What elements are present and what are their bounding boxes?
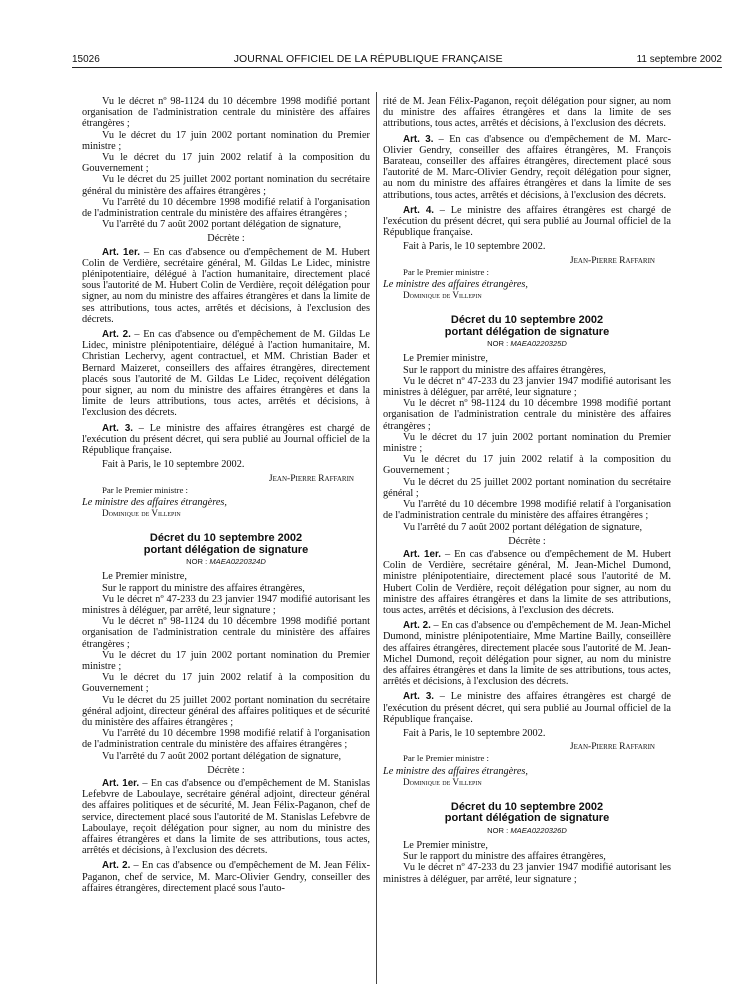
article-text: – En cas d'absence ou d'empêchement de M. Hubert Colin de Verdière, secrétaire général, M. Gildas Le Lidec, ministre plénipotentiaire, délégué à l'action humanitaire, directement placé sous l'autorité de M. Hubert Colin de Verdière, reçoit délégation pour signer, au nom du ministre des affaires étrangères et dans la limite de ses attributions, tous actes, arrêtés et décisions, à l'exclusion des décrets. xyxy=(82,246,370,325)
minister-title: Le ministre des affaires étrangères, xyxy=(383,765,529,777)
visa: Vu le décret du 17 juin 2002 portant nomination du Premier ministre ; xyxy=(383,431,671,455)
decrete-label: Décrète : xyxy=(207,233,245,245)
visa: Vu l'arrêté du 10 décembre 1998 modifié relatif à l'organisation de l'administration centrale du ministère des affaires étrangères ; xyxy=(82,196,370,220)
article-text: – Le ministre des affaires étrangères est chargé de l'exécution du présent décret, qui sera publié au Journal officiel de la République française. xyxy=(383,691,671,725)
signature: Jean-Pierre Raffarin xyxy=(569,741,655,753)
visa: Vu le décret du 17 juin 2002 portant nomination du Premier ministre ; xyxy=(82,649,370,672)
article-label: Art. 2. xyxy=(102,329,131,341)
par-premier-ministre: Par le Premier ministre : xyxy=(403,753,489,764)
visa: Vu le décret nº 47-233 du 23 janvier 1947 modifié autorisant les ministres à déléguer, par arrêté, leur signature ; xyxy=(383,862,671,885)
decree-title: Décret du 10 septembre 2002 xyxy=(450,314,604,327)
minister-name: Dominique de Villepin xyxy=(102,508,181,519)
column-divider xyxy=(376,92,377,984)
article-label: Art. 3. xyxy=(403,691,434,703)
visa: Vu l'arrêté du 10 décembre 1998 modifié relatif à l'organisation de l'administration centrale du ministère des affaires étrangères ; xyxy=(82,728,370,751)
visa: Vu le décret du 25 juillet 2002 portant nomination du secrétaire général adjoint, directeur général des affaires politiques et de sécurité du ministère des affaires étrangères ; xyxy=(82,694,370,728)
article-label: Art. 1er. xyxy=(403,548,441,560)
article-label: Art. 4. xyxy=(403,204,434,216)
left-column xyxy=(82,96,370,894)
nor-reference: NOR : MAEA0220326D xyxy=(487,825,567,835)
visa: Vu le décret du 17 juin 2002 portant nomination du Premier ministre ; xyxy=(82,129,370,152)
visa: Sur le rapport du ministre des affaires étrangères, xyxy=(403,364,606,376)
minister-title: Le ministre des affaires étrangères, xyxy=(383,279,529,291)
visa: Vu le décret nº 98-1124 du 10 décembre 1998 modifié portant organisation de l'administration centrale du ministère des affaires étrangères ; xyxy=(383,398,671,432)
visa: Le Premier ministre, xyxy=(403,353,488,365)
article-text: – En cas d'absence ou d'empêchement de M. Marc-Olivier Gendry, conseiller des affaires étrangères, M. François Barateau, conseiller des affaires étrangères, directement placé sous l'autorité de M. Marc-Olivier Gendry, reçoit délégation pour signer, au nom du ministre des affaires étrangères et dans la limite de ses attributions, tous actes, arrêtés et décisions, à l'exclusion des décrets. xyxy=(383,133,671,201)
page-header xyxy=(72,52,722,66)
article xyxy=(82,329,370,419)
decrete-label: Décrète : xyxy=(508,535,546,547)
visa: Vu l'arrêté du 7 août 2002 portant délégation de signature, xyxy=(403,521,643,533)
decree-title: Décret du 10 septembre 2002 xyxy=(149,532,303,545)
article-text: – Le ministre des affaires étrangères est chargé de l'exécution du présent décret, qui sera publié au Journal officiel de la République française. xyxy=(383,204,671,239)
decree-heading xyxy=(383,802,671,836)
article xyxy=(383,549,671,616)
fait-a-paris: Fait à Paris, le 10 septembre 2002. xyxy=(403,241,546,253)
signature: Jean-Pierre Raffarin xyxy=(569,254,655,266)
minister-name: Dominique de Villepin xyxy=(403,290,482,301)
page-number: 15026 xyxy=(72,53,100,65)
visa: Vu l'arrêté du 10 décembre 1998 modifié relatif à l'organisation de l'administration centrale du ministère des affaires étrangères ; xyxy=(383,499,671,522)
par-premier-ministre: Par le Premier ministre : xyxy=(403,266,489,277)
header-rule xyxy=(72,67,722,68)
decree-subtitle: portant délégation de signature xyxy=(143,543,309,556)
visa: Vu l'arrêté du 7 août 2002 portant délégation de signature, xyxy=(102,219,342,231)
article-label: Art. 3. xyxy=(403,133,434,145)
par-premier-ministre: Par le Premier ministre : xyxy=(102,484,188,495)
continued-text: rité de M. Jean Félix-Paganon, reçoit délégation pour signer, au nom du ministre des affaires étrangères et dans la limite de ses attributions, tous actes, arrêtés et décisions, à l'exclusion des décrets. xyxy=(383,96,671,130)
article xyxy=(82,247,370,325)
decree-subtitle: portant délégation de signature xyxy=(444,325,610,338)
article-text: – En cas d'absence ou d'empêchement de M. Hubert Colin de Verdière, secrétaire général, M. Jean-Michel Dumond, ministre plénipotentiaire, directement placé sous l'autorité de M. Hubert Colin de Verdière, reçoit délégation pour signer, au nom du ministre des affaires étrangères et dans la limite de ses attributions, tous actes, arrêtés et décisions, à l'exclusion des décrets. xyxy=(383,548,671,616)
article-label: Art. 3. xyxy=(102,422,133,434)
visa: Vu le décret du 17 juin 2002 relatif à la composition du Gouvernement ; xyxy=(383,454,671,477)
visa: Le Premier ministre, xyxy=(403,839,488,851)
article-label: Art. 2. xyxy=(102,860,131,872)
issue-date: 11 septembre 2002 xyxy=(636,53,722,65)
article xyxy=(383,691,671,725)
article xyxy=(383,134,671,201)
decree-heading xyxy=(383,315,671,349)
article xyxy=(82,860,370,894)
right-column xyxy=(383,96,671,885)
decrete-label: Décrète : xyxy=(207,764,245,776)
signature: Jean-Pierre Raffarin xyxy=(268,472,354,484)
visa: Sur le rapport du ministre des affaires étrangères, xyxy=(102,582,305,594)
article-text: – Le ministre des affaires étrangères est chargé de l'exécution du présent décret, qui sera publié au Journal officiel de la République française. xyxy=(82,422,370,457)
article xyxy=(383,205,671,239)
visa: Le Premier ministre, xyxy=(102,571,187,583)
article xyxy=(383,620,671,687)
fait-a-paris: Fait à Paris, le 10 septembre 2002. xyxy=(102,459,245,471)
decree-subtitle: portant délégation de signature xyxy=(444,812,610,825)
visa: Vu le décret nº 98-1124 du 10 décembre 1998 modifié portant organisation de l'administration centrale du ministère des affaires étrangères ; xyxy=(82,96,370,130)
minister-name: Dominique de Villepin xyxy=(403,776,482,787)
visa: Vu le décret du 25 juillet 2002 portant nomination du secrétaire général du ministère des affaires étrangères ; xyxy=(82,174,370,197)
visa: Vu le décret nº 47-233 du 23 janvier 1947 modifié autorisant les ministres à déléguer, par arrêté, leur signature ; xyxy=(383,375,671,399)
article-text: – En cas d'absence ou d'empêchement de M. Jean Félix-Paganon, chef de service, M. Marc-Olivier Gendry, conseiller des affaires étrangères, directement placé sous l'auto- xyxy=(82,860,370,894)
decree-heading xyxy=(82,533,370,567)
visa: Vu le décret nº 47-233 du 23 janvier 1947 modifié autorisant les ministres à déléguer, par arrêté, leur signature ; xyxy=(82,593,370,616)
article-label: Art. 2. xyxy=(403,620,431,632)
article-text: – En cas d'absence ou d'empêchement de M. Gildas Le Lidec, ministre plénipotentiaire, délégué à l'action humanitaire, M. Christian Lechervy, agent contractuel, et MM. Christian Bader et Bernard Maizeret, conseillers des affaires étrangères, directement placés sous l'autorité de M. Gildas Le Lidec, reçoivent délégation pour signer, au nom du ministre des affaires étrangères et dans la limite de leurs attributions, tous actes, arrêtés et décisions, à l'exclusion des décrets. xyxy=(82,329,371,419)
article-label: Art. 1er. xyxy=(102,777,140,789)
article xyxy=(82,423,370,457)
visa: Vu le décret du 17 juin 2002 relatif à la composition du Gouvernement ; xyxy=(82,672,370,695)
decree-title: Décret du 10 septembre 2002 xyxy=(450,800,604,813)
article-text: – En cas d'absence ou d'empêchement de M. Jean-Michel Dumond, ministre plénipotentiaire, Mme Martine Bailly, conseillère des affaires étrangères, directement placée sous l'autorité de M. Jean-Michel Dumond, reçoit délégation pour signer, au nom du ministre des affaires étrangères et dans la limite de ses attributions, tous actes, arrêtés et décisions, à l'exclusion des décrets. xyxy=(383,620,671,688)
visa: Vu le décret du 17 juin 2002 relatif à la composition du Gouvernement ; xyxy=(82,152,370,175)
journal-title: JOURNAL OFFICIEL DE LA RÉPUBLIQUE FRANÇAISE xyxy=(233,53,503,65)
article-label: Art. 1er. xyxy=(102,246,140,258)
fait-a-paris: Fait à Paris, le 10 septembre 2002. xyxy=(403,727,546,739)
nor-reference: NOR : MAEA0220324D xyxy=(186,557,266,567)
visa: Sur le rapport du ministre des affaires étrangères, xyxy=(403,851,606,863)
visa: Vu le décret nº 98-1124 du 10 décembre 1998 modifié portant organisation de l'administration centrale du ministère des affaires étrangères ; xyxy=(82,616,370,650)
visa: Vu le décret du 25 juillet 2002 portant nomination du secrétaire général ; xyxy=(383,476,671,499)
nor-reference: NOR : MAEA0220325D xyxy=(487,339,567,349)
visa: Vu l'arrêté du 7 août 2002 portant délégation de signature, xyxy=(102,750,342,762)
article xyxy=(82,778,370,856)
minister-title: Le ministre des affaires étrangères, xyxy=(82,496,228,508)
article-text: – En cas d'absence ou d'empêchement de M. Stanislas Lefebvre de Laboulaye, secrétaire général adjoint, directeur général des affaires politiques et de sécurité, M. Jean Félix-Paganon, chef de service, directement placé sous l'autorité de M. Stanislas Lefebvre de Laboulaye, reçoit délégation pour signer, au nom du ministre des affaires étrangères et dans la limite de ses attributions, tous actes, arrêtés et décisions, à l'exclusion des décrets. xyxy=(82,777,370,857)
